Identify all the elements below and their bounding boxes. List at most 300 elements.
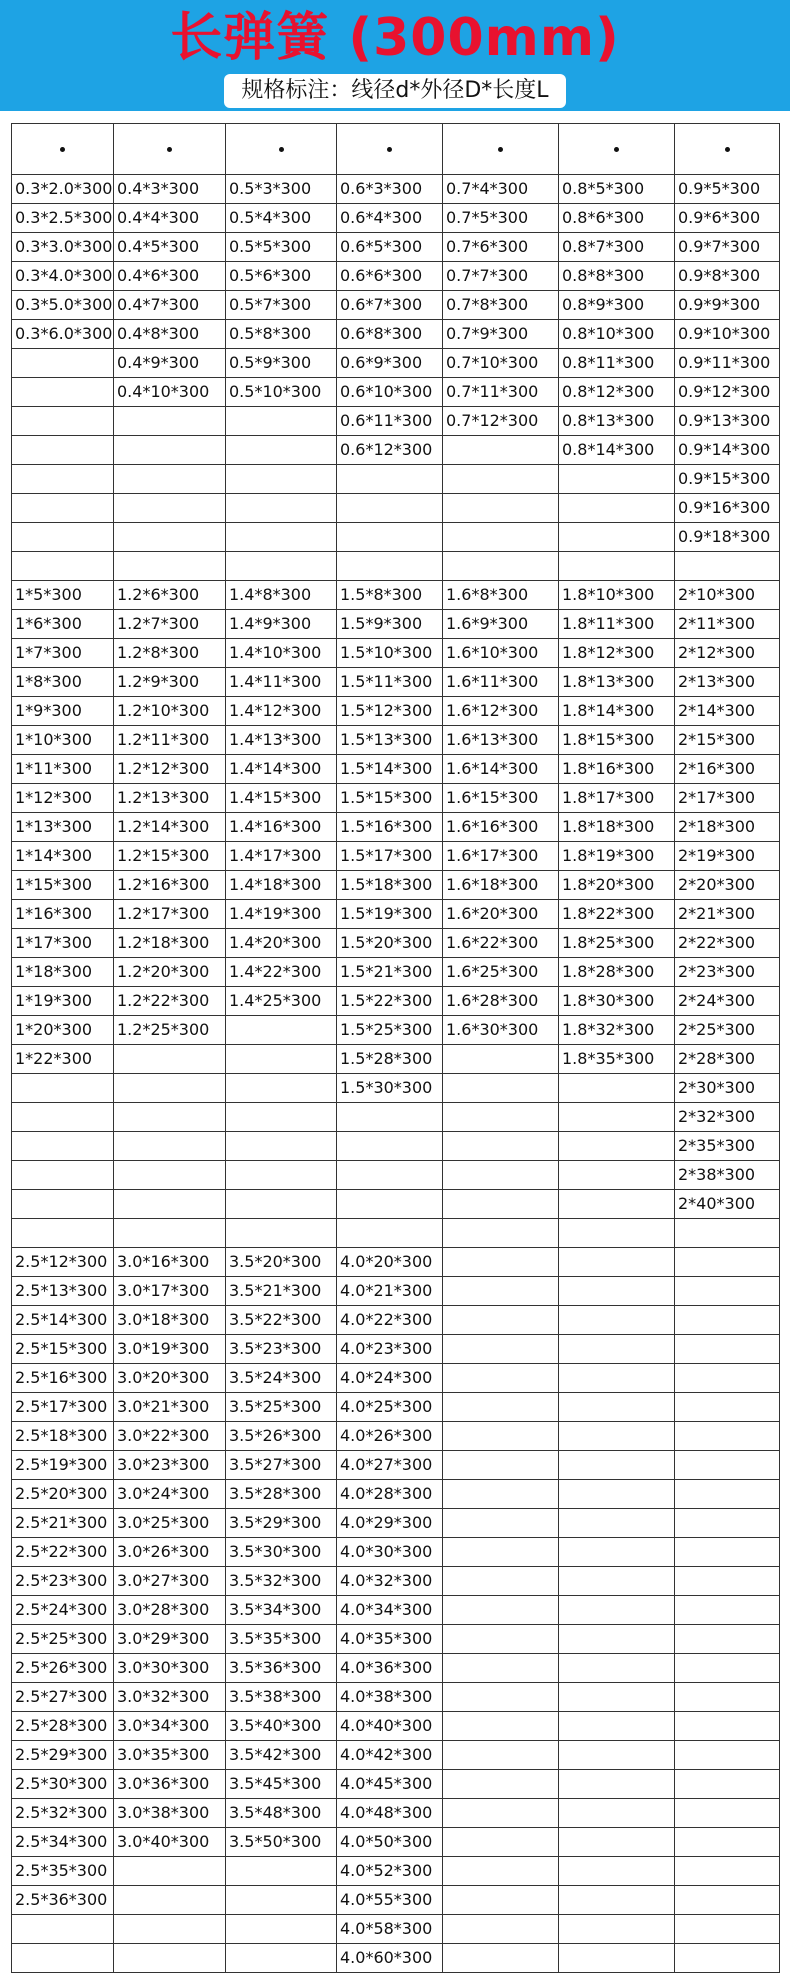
table-cell: 0.5*9*300 [226, 349, 337, 378]
table-cell [443, 1103, 559, 1132]
table-cell: 3.0*19*300 [114, 1335, 226, 1364]
table-cell [114, 552, 226, 581]
table-cell: 0.7*11*300 [443, 378, 559, 407]
table-cell: 1.2*20*300 [114, 958, 226, 987]
table-cell: 0.9*16*300 [675, 494, 780, 523]
table-cell: 1.6*13*300 [443, 726, 559, 755]
table-cell [443, 1915, 559, 1944]
table-cell [443, 1190, 559, 1219]
table-cell: 2.5*32*300 [12, 1799, 114, 1828]
table-cell [443, 1161, 559, 1190]
table-cell: 2*35*300 [675, 1132, 780, 1161]
table-cell: 1.8*25*300 [559, 929, 675, 958]
table-cell: 2*28*300 [675, 1045, 780, 1074]
table-cell: 2*16*300 [675, 755, 780, 784]
table-row [12, 755, 780, 784]
table-cell: 0.8*14*300 [559, 436, 675, 465]
table-cell: 1.2*6*300 [114, 581, 226, 610]
table-cell: 2.5*20*300 [12, 1480, 114, 1509]
table-cell [559, 1190, 675, 1219]
table-cell: 0.9*5*300 [675, 175, 780, 204]
table-cell [559, 1857, 675, 1886]
table-cell [675, 1422, 780, 1451]
table-row [12, 204, 780, 233]
table-cell [675, 1480, 780, 1509]
table-row [12, 1335, 780, 1364]
table-cell [675, 1799, 780, 1828]
table-cell: 1.5*11*300 [337, 668, 443, 697]
table-cell [559, 1625, 675, 1654]
table-cell: 1.8*12*300 [559, 639, 675, 668]
table-cell: 4.0*34*300 [337, 1596, 443, 1625]
table-cell: 1.4*12*300 [226, 697, 337, 726]
table-cell: 3.5*48*300 [226, 1799, 337, 1828]
table-cell: 2.5*22*300 [12, 1538, 114, 1567]
table-row [12, 1074, 780, 1103]
bullet-dot-icon [725, 147, 730, 152]
table-cell: 0.6*9*300 [337, 349, 443, 378]
table-cell: 2.5*24*300 [12, 1596, 114, 1625]
table-cell: 1.2*12*300 [114, 755, 226, 784]
table-cell: 1.6*30*300 [443, 1016, 559, 1045]
bullet-dot-icon [60, 147, 65, 152]
table-cell: 1.6*8*300 [443, 581, 559, 610]
table-cell: 1.4*19*300 [226, 900, 337, 929]
table-cell [226, 1103, 337, 1132]
table-row [12, 407, 780, 436]
table-row [12, 958, 780, 987]
table-cell: 1.6*16*300 [443, 813, 559, 842]
table-cell: 2*20*300 [675, 871, 780, 900]
table-cell [675, 1393, 780, 1422]
table-cell [226, 1915, 337, 1944]
table-cell: 0.9*8*300 [675, 262, 780, 291]
table-cell: 1*7*300 [12, 639, 114, 668]
table-cell [114, 1045, 226, 1074]
table-cell: 1.5*9*300 [337, 610, 443, 639]
table-cell: 1*11*300 [12, 755, 114, 784]
table-cell [559, 1741, 675, 1770]
table-cell: 1.2*14*300 [114, 813, 226, 842]
table-cell: 3.0*30*300 [114, 1654, 226, 1683]
table-cell [443, 1886, 559, 1915]
table-cell: 1.5*21*300 [337, 958, 443, 987]
table-cell: 4.0*24*300 [337, 1364, 443, 1393]
table-cell: 4.0*50*300 [337, 1828, 443, 1857]
table-cell [675, 1625, 780, 1654]
table-cell: 2*25*300 [675, 1016, 780, 1045]
table-cell [114, 465, 226, 494]
table-row [12, 1857, 780, 1886]
table-cell [675, 1277, 780, 1306]
table-cell [559, 552, 675, 581]
table-cell: 1.8*22*300 [559, 900, 675, 929]
table-cell [114, 494, 226, 523]
table-cell: 1.2*9*300 [114, 668, 226, 697]
table-cell [12, 1103, 114, 1132]
table-cell: 3.5*35*300 [226, 1625, 337, 1654]
table-cell [12, 465, 114, 494]
table-cell: 2*21*300 [675, 900, 780, 929]
table-cell [12, 378, 114, 407]
table-cell [443, 523, 559, 552]
table-cell [675, 1451, 780, 1480]
table-cell [559, 1103, 675, 1132]
table-cell: 2*10*300 [675, 581, 780, 610]
table-cell: 3.5*30*300 [226, 1538, 337, 1567]
table-cell: 0.5*7*300 [226, 291, 337, 320]
table-cell: 1.2*16*300 [114, 871, 226, 900]
table-cell: 1.4*25*300 [226, 987, 337, 1016]
table-cell: 0.4*8*300 [114, 320, 226, 349]
table-cell [559, 1480, 675, 1509]
table-row [12, 233, 780, 262]
table-row [12, 1886, 780, 1915]
table-cell: 0.6*3*300 [337, 175, 443, 204]
table-header-cell [114, 124, 226, 175]
table-cell: 3.5*34*300 [226, 1596, 337, 1625]
table-cell: 1*18*300 [12, 958, 114, 987]
table-cell: 1.5*15*300 [337, 784, 443, 813]
table-cell: 2*12*300 [675, 639, 780, 668]
bullet-dot-icon [498, 147, 503, 152]
table-cell [443, 1074, 559, 1103]
table-cell [443, 1799, 559, 1828]
table-row [12, 1480, 780, 1509]
table-cell [559, 1161, 675, 1190]
table-cell: 4.0*27*300 [337, 1451, 443, 1480]
table-cell [114, 1074, 226, 1103]
table-cell [559, 1219, 675, 1248]
table-cell: 1.5*30*300 [337, 1074, 443, 1103]
table-cell: 1.8*35*300 [559, 1045, 675, 1074]
table-cell [443, 1364, 559, 1393]
table-cell [559, 1538, 675, 1567]
table-cell: 3.5*25*300 [226, 1393, 337, 1422]
table-cell: 1.5*16*300 [337, 813, 443, 842]
table-cell: 3.0*28*300 [114, 1596, 226, 1625]
table-cell: 2.5*26*300 [12, 1654, 114, 1683]
table-cell: 0.7*7*300 [443, 262, 559, 291]
table-cell [443, 1451, 559, 1480]
table-row [12, 1219, 780, 1248]
table-cell: 0.3*3.0*300 [12, 233, 114, 262]
table-cell: 0.4*7*300 [114, 291, 226, 320]
table-cell [675, 1335, 780, 1364]
table-cell [559, 523, 675, 552]
table-cell: 0.7*5*300 [443, 204, 559, 233]
table-cell: 3.0*18*300 [114, 1306, 226, 1335]
table-row [12, 291, 780, 320]
table-cell: 1.4*17*300 [226, 842, 337, 871]
table-cell: 1.5*18*300 [337, 871, 443, 900]
table-cell: 3.5*29*300 [226, 1509, 337, 1538]
table-cell [675, 1712, 780, 1741]
table-cell: 0.4*6*300 [114, 262, 226, 291]
table-row [12, 1248, 780, 1277]
table-cell [226, 436, 337, 465]
table-cell [559, 1509, 675, 1538]
table-cell: 3.5*20*300 [226, 1248, 337, 1277]
table-cell: 0.8*5*300 [559, 175, 675, 204]
table-cell: 1.8*28*300 [559, 958, 675, 987]
table-cell: 2*18*300 [675, 813, 780, 842]
table-cell: 4.0*22*300 [337, 1306, 443, 1335]
table-row [12, 1654, 780, 1683]
table-cell: 2.5*28*300 [12, 1712, 114, 1741]
table-cell: 1.6*12*300 [443, 697, 559, 726]
table-cell: 0.4*4*300 [114, 204, 226, 233]
table-cell: 0.8*8*300 [559, 262, 675, 291]
table-cell: 2*15*300 [675, 726, 780, 755]
table-row [12, 523, 780, 552]
table-cell: 1.8*32*300 [559, 1016, 675, 1045]
table-cell: 2.5*30*300 [12, 1770, 114, 1799]
table-cell: 2*38*300 [675, 1161, 780, 1190]
table-row [12, 987, 780, 1016]
table-row [12, 581, 780, 610]
table-row [12, 1190, 780, 1219]
table-row [12, 1103, 780, 1132]
table-cell: 0.9*6*300 [675, 204, 780, 233]
table-cell: 3.5*40*300 [226, 1712, 337, 1741]
table-row [12, 610, 780, 639]
table-cell: 0.8*9*300 [559, 291, 675, 320]
table-cell: 1.5*25*300 [337, 1016, 443, 1045]
table-cell: 1.6*9*300 [443, 610, 559, 639]
table-cell: 1.2*15*300 [114, 842, 226, 871]
table-cell: 2*17*300 [675, 784, 780, 813]
table-cell [226, 1074, 337, 1103]
table-cell: 2.5*17*300 [12, 1393, 114, 1422]
table-cell: 3.0*23*300 [114, 1451, 226, 1480]
table-cell: 1.6*28*300 [443, 987, 559, 1016]
table-cell [559, 1364, 675, 1393]
table-cell: 0.5*5*300 [226, 233, 337, 262]
table-cell: 0.7*6*300 [443, 233, 559, 262]
table-cell: 2*32*300 [675, 1103, 780, 1132]
table-cell: 1.8*10*300 [559, 581, 675, 610]
table-header-cell [12, 124, 114, 175]
table-cell: 2.5*36*300 [12, 1886, 114, 1915]
table-cell: 1*10*300 [12, 726, 114, 755]
table-cell [443, 465, 559, 494]
bullet-dot-icon [614, 147, 619, 152]
table-row [12, 726, 780, 755]
table-cell: 2*30*300 [675, 1074, 780, 1103]
table-cell [226, 1190, 337, 1219]
table-cell [559, 1248, 675, 1277]
table-cell: 3.5*24*300 [226, 1364, 337, 1393]
table-header-cell [675, 124, 780, 175]
table-cell: 3.5*27*300 [226, 1451, 337, 1480]
table-cell: 2*13*300 [675, 668, 780, 697]
table-cell [559, 1422, 675, 1451]
table-cell [443, 1306, 559, 1335]
table-cell: 1.2*25*300 [114, 1016, 226, 1045]
table-cell [443, 1422, 559, 1451]
table-cell [337, 1219, 443, 1248]
table-cell [443, 1393, 559, 1422]
table-cell [443, 1509, 559, 1538]
table-cell: 4.0*42*300 [337, 1741, 443, 1770]
table-cell: 0.9*11*300 [675, 349, 780, 378]
table-cell: 0.3*2.0*300 [12, 175, 114, 204]
table-row [12, 1277, 780, 1306]
table-row [12, 349, 780, 378]
table-cell: 2.5*13*300 [12, 1277, 114, 1306]
table-row [12, 1915, 780, 1944]
table-row [12, 668, 780, 697]
table-cell: 2.5*21*300 [12, 1509, 114, 1538]
table-cell: 1*5*300 [12, 581, 114, 610]
table-cell [226, 1886, 337, 1915]
table-cell: 2.5*29*300 [12, 1741, 114, 1770]
table-row [12, 1799, 780, 1828]
table-cell: 1.4*13*300 [226, 726, 337, 755]
table-cell [12, 494, 114, 523]
table-cell [443, 436, 559, 465]
table-cell [226, 494, 337, 523]
table-row [12, 552, 780, 581]
table-cell: 4.0*58*300 [337, 1915, 443, 1944]
table-cell: 3.0*26*300 [114, 1538, 226, 1567]
table-cell [559, 465, 675, 494]
table-row [12, 320, 780, 349]
table-cell: 1.2*7*300 [114, 610, 226, 639]
spec-notation-label: 规格标注：线径d*外径D*长度L [224, 74, 566, 108]
table-cell [443, 1248, 559, 1277]
table-cell [337, 1132, 443, 1161]
table-cell [337, 465, 443, 494]
table-cell: 2.5*15*300 [12, 1335, 114, 1364]
table-cell: 0.7*9*300 [443, 320, 559, 349]
table-cell: 3.0*20*300 [114, 1364, 226, 1393]
table-cell [226, 407, 337, 436]
table-cell [559, 1712, 675, 1741]
table-cell: 0.8*6*300 [559, 204, 675, 233]
table-cell: 3.0*34*300 [114, 1712, 226, 1741]
table-row [12, 871, 780, 900]
table-row [12, 1045, 780, 1074]
table-cell: 1.2*11*300 [114, 726, 226, 755]
table-cell: 0.6*11*300 [337, 407, 443, 436]
table-cell [443, 1944, 559, 1973]
table-cell: 3.5*23*300 [226, 1335, 337, 1364]
table-header-row [12, 124, 780, 175]
table-row [12, 1741, 780, 1770]
table-cell: 1.2*13*300 [114, 784, 226, 813]
table-cell: 0.6*6*300 [337, 262, 443, 291]
table-cell [114, 1857, 226, 1886]
table-cell: 0.7*10*300 [443, 349, 559, 378]
table-cell [12, 1190, 114, 1219]
table-row [12, 1364, 780, 1393]
table-cell [443, 1132, 559, 1161]
table-cell: 0.6*5*300 [337, 233, 443, 262]
table-cell: 3.5*50*300 [226, 1828, 337, 1857]
table-cell: 0.8*7*300 [559, 233, 675, 262]
table-cell: 0.3*4.0*300 [12, 262, 114, 291]
table-cell [559, 494, 675, 523]
table-cell [675, 1219, 780, 1248]
table-cell [337, 552, 443, 581]
table-cell [114, 1190, 226, 1219]
table-cell: 1.2*22*300 [114, 987, 226, 1016]
table-cell [226, 465, 337, 494]
table-cell: 0.5*3*300 [226, 175, 337, 204]
table-cell: 1.2*8*300 [114, 639, 226, 668]
table-cell: 1.5*20*300 [337, 929, 443, 958]
table-header-cell [559, 124, 675, 175]
table-cell: 0.4*3*300 [114, 175, 226, 204]
table-cell [226, 523, 337, 552]
table-cell [114, 1219, 226, 1248]
table-cell: 2.5*23*300 [12, 1567, 114, 1596]
table-cell: 1.8*15*300 [559, 726, 675, 755]
table-cell [337, 494, 443, 523]
table-cell [12, 1915, 114, 1944]
table-cell: 1.4*10*300 [226, 639, 337, 668]
table-cell [675, 1915, 780, 1944]
table-cell: 1*8*300 [12, 668, 114, 697]
table-cell: 3.0*17*300 [114, 1277, 226, 1306]
table-cell: 1.6*14*300 [443, 755, 559, 784]
table-cell [443, 494, 559, 523]
table-cell [443, 1480, 559, 1509]
table-cell: 0.3*5.0*300 [12, 291, 114, 320]
table-cell [114, 436, 226, 465]
table-cell [226, 1944, 337, 1973]
table-cell: 3.5*21*300 [226, 1277, 337, 1306]
table-cell: 4.0*20*300 [337, 1248, 443, 1277]
table-cell: 2*19*300 [675, 842, 780, 871]
table-cell: 3.5*26*300 [226, 1422, 337, 1451]
table-cell: 1*17*300 [12, 929, 114, 958]
table-cell: 1.4*14*300 [226, 755, 337, 784]
table-cell [675, 1509, 780, 1538]
table-cell: 4.0*26*300 [337, 1422, 443, 1451]
table-cell [337, 1190, 443, 1219]
table-cell: 1.6*15*300 [443, 784, 559, 813]
table-cell: 0.5*6*300 [226, 262, 337, 291]
table-cell [675, 1683, 780, 1712]
table-cell: 0.9*14*300 [675, 436, 780, 465]
table-cell [12, 407, 114, 436]
table-cell: 1*13*300 [12, 813, 114, 842]
table-cell [559, 1335, 675, 1364]
table-cell [559, 1132, 675, 1161]
table-cell: 1.6*10*300 [443, 639, 559, 668]
table-cell [443, 1741, 559, 1770]
table-cell: 3.5*22*300 [226, 1306, 337, 1335]
table-cell: 1.6*17*300 [443, 842, 559, 871]
table-cell: 0.5*10*300 [226, 378, 337, 407]
table-cell: 0.9*18*300 [675, 523, 780, 552]
table-header-cell [226, 124, 337, 175]
table-row [12, 1393, 780, 1422]
table-cell: 1.5*17*300 [337, 842, 443, 871]
table-cell: 2.5*25*300 [12, 1625, 114, 1654]
table-cell: 0.7*8*300 [443, 291, 559, 320]
table-cell: 1.2*17*300 [114, 900, 226, 929]
table-cell: 3.5*45*300 [226, 1770, 337, 1799]
table-cell: 0.9*13*300 [675, 407, 780, 436]
table-cell: 0.6*7*300 [337, 291, 443, 320]
table-cell [114, 1915, 226, 1944]
table-row [12, 436, 780, 465]
table-cell: 2*24*300 [675, 987, 780, 1016]
